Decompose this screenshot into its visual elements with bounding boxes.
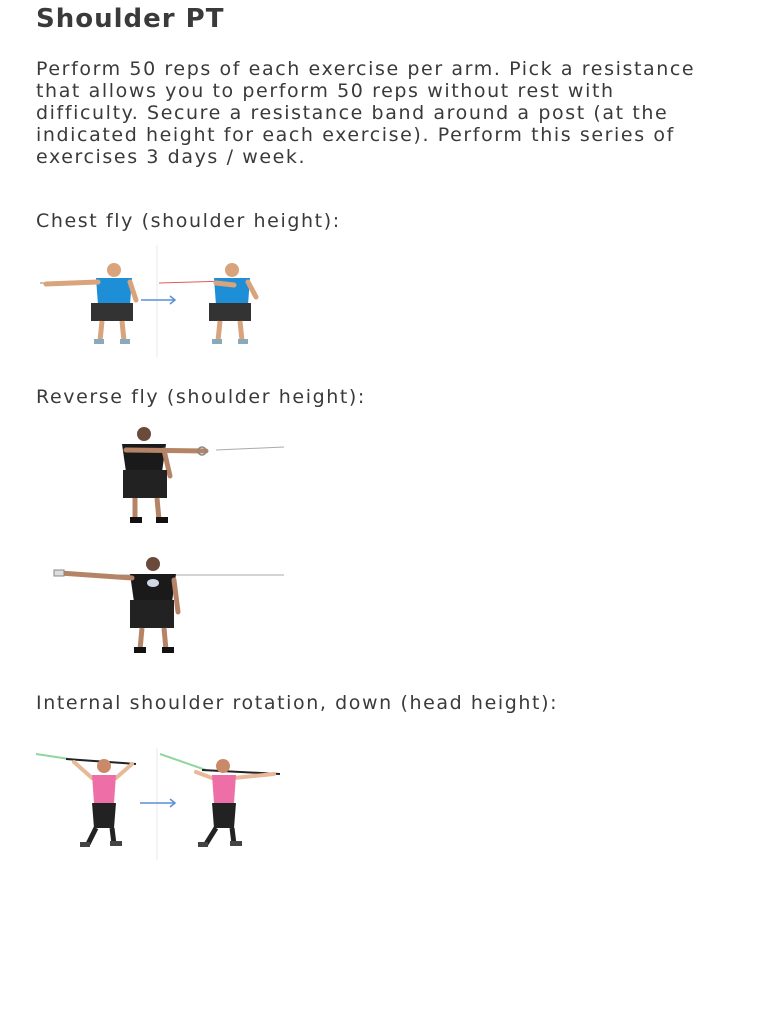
internal-rotation-illustration xyxy=(36,748,286,860)
intro-paragraph: Perform 50 reps of each exercise per arm. Pick a resistance that allows you to perform 50 reps without rest with difficulty. Secure a resistance band around a post (at the indicated height for each exercise). Perform this series of exercises 3 days / week. xyxy=(36,58,696,168)
person-end-figure xyxy=(160,754,280,847)
chest-fly-illustration xyxy=(36,245,276,357)
person-end-figure xyxy=(54,557,284,653)
person-start-figure xyxy=(36,754,136,847)
exercise-heading-internal-rotation: Internal shoulder rotation, down (head height): xyxy=(36,692,559,714)
page-title: Shoulder PT xyxy=(36,4,225,34)
reverse-fly-illustration xyxy=(36,420,286,670)
exercise-heading-chest-fly: Chest fly (shoulder height): xyxy=(36,210,341,232)
exercise-heading-reverse-fly: Reverse fly (shoulder height): xyxy=(36,386,366,408)
person-start-figure xyxy=(40,263,136,344)
person-end-figure xyxy=(159,263,256,344)
right-arrow-icon xyxy=(141,296,175,304)
person-start-figure xyxy=(122,427,284,523)
